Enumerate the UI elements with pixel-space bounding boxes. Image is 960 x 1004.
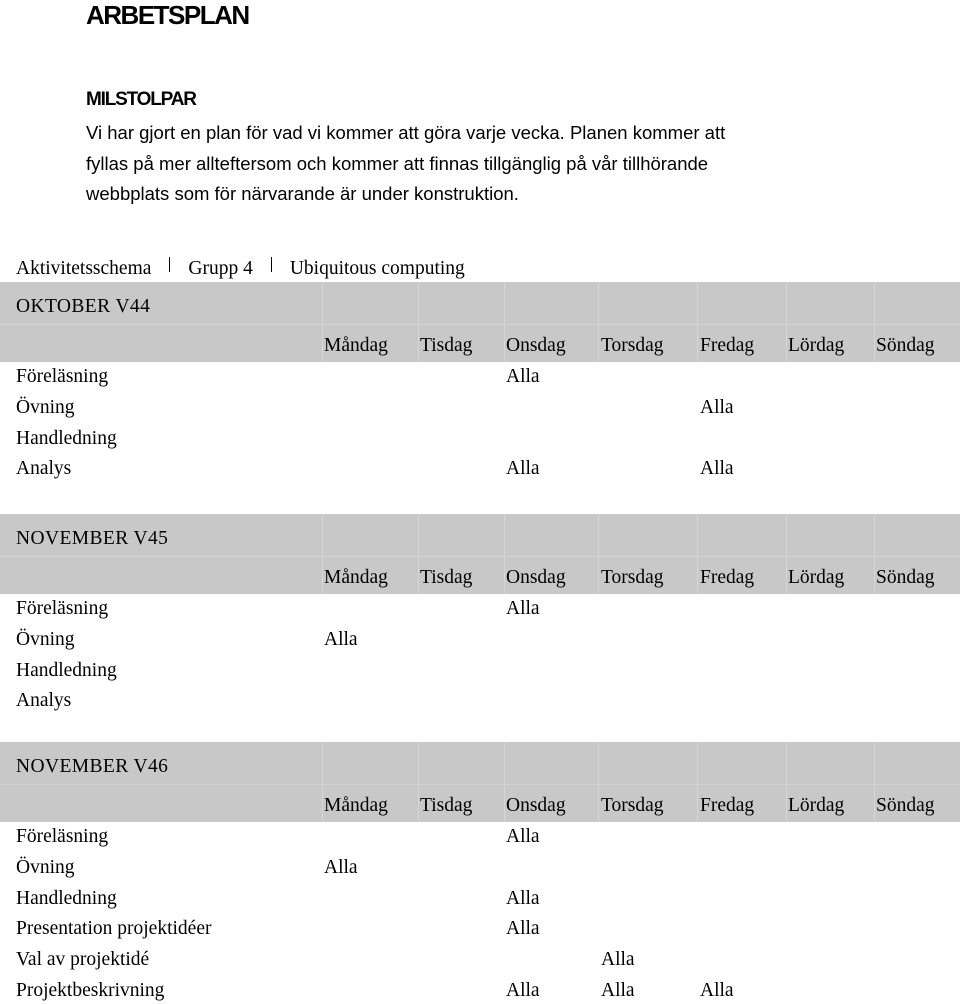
day-header: Torsdag (601, 335, 664, 356)
schedule-header (16, 256, 465, 282)
schedule-header-group: Grupp 4 (188, 258, 253, 279)
day-header: Lördag (788, 795, 845, 816)
day-header: Torsdag (601, 567, 664, 588)
activity-label: Analys (16, 690, 72, 712)
schedule-cell: Alla (700, 980, 734, 1001)
day-header: Söndag (876, 567, 935, 588)
activity-label: Handledning (16, 427, 117, 449)
schedule-cell: Alla (506, 366, 540, 387)
day-header: Torsdag (601, 795, 664, 816)
separator (271, 257, 272, 272)
grid-line (0, 324, 960, 325)
schedule-cell: Alla (506, 918, 540, 940)
grid-line (322, 282, 323, 362)
grid-line (598, 514, 599, 594)
schedule-cell: Alla (506, 980, 540, 1001)
grid-line (786, 742, 787, 822)
grid-line (418, 742, 419, 822)
day-header: Måndag (324, 335, 388, 356)
schedule-cell: Alla (601, 980, 635, 1001)
schedule-header-course: Ubiquitous computing (289, 258, 465, 279)
week-title: NOVEMBER V45 (16, 528, 169, 549)
intro-line: Vi har gjort en plan för vad vi kommer att göra varje vecka. Planen kommer att (86, 122, 726, 143)
day-header: Fredag (700, 567, 755, 588)
activity-label: Föreläsning (16, 366, 109, 387)
activity-label: Analys (16, 458, 72, 480)
intro-line: webbplats som för närvarande är under konstruktion. (86, 183, 519, 204)
day-header: Måndag (324, 567, 388, 588)
activity-label: Handledning (16, 887, 117, 909)
grid-line (697, 742, 698, 822)
separator (169, 257, 170, 272)
schedule-cell: Alla (324, 628, 358, 650)
intro-line: fyllas på mer allteftersom och kommer att finnas tillgänglig på vår tillhörande (86, 152, 709, 174)
grid-line (418, 514, 419, 594)
grid-line (322, 742, 323, 822)
schedule-cell: Alla (601, 949, 635, 971)
grid-line (504, 282, 505, 362)
day-header: Lördag (788, 567, 845, 588)
week-title: NOVEMBER V46 (16, 756, 169, 777)
activity-label: Övning (16, 628, 75, 650)
activity-label: Föreläsning (16, 826, 109, 847)
activity-label: Övning (16, 396, 75, 418)
schedule-cell: Alla (506, 826, 540, 847)
activity-label: Föreläsning (16, 598, 109, 619)
grid-line (697, 282, 698, 362)
day-header: Tisdag (420, 795, 473, 816)
intro-paragraph (86, 118, 846, 210)
day-header: Onsdag (506, 335, 566, 356)
day-header: Onsdag (506, 795, 566, 816)
day-header: Fredag (700, 335, 755, 356)
activity-label: Val av projektidé (16, 949, 150, 971)
day-header: Tisdag (420, 335, 473, 356)
schedule-header-activity: Aktivitetsschema (16, 258, 152, 279)
schedule-cell: Alla (506, 887, 540, 909)
activity-label: Handledning (16, 659, 117, 681)
schedule-cell: Alla (506, 458, 540, 480)
schedule-cell: Alla (324, 856, 358, 878)
grid-line (874, 282, 875, 362)
grid-line (418, 282, 419, 362)
day-header: Söndag (876, 335, 935, 356)
grid-line (0, 784, 960, 785)
grid-line (697, 514, 698, 594)
schedule-cell: Alla (506, 598, 540, 619)
grid-line (874, 742, 875, 822)
day-header: Måndag (324, 795, 388, 816)
schedule-cell: Alla (700, 458, 734, 480)
day-header: Lördag (788, 335, 845, 356)
section-title: MILSTOLPAR (86, 89, 196, 110)
grid-line (0, 556, 960, 557)
day-header: Söndag (876, 795, 935, 816)
document-title: ARBETSPLAN (86, 0, 249, 30)
schedule-cell: Alla (700, 396, 734, 418)
grid-line (504, 514, 505, 594)
day-header: Onsdag (506, 567, 566, 588)
grid-line (598, 742, 599, 822)
grid-line (598, 282, 599, 362)
activity-label: Projektbeskrivning (16, 980, 165, 1001)
grid-line (504, 742, 505, 822)
grid-line (322, 514, 323, 594)
grid-line (874, 514, 875, 594)
activity-label: Presentation projektidéer (16, 918, 212, 940)
activity-label: Övning (16, 856, 75, 878)
grid-line (786, 514, 787, 594)
day-header: Fredag (700, 795, 755, 816)
grid-line (786, 282, 787, 362)
day-header: Tisdag (420, 567, 473, 588)
week-title: OKTOBER V44 (16, 296, 151, 317)
